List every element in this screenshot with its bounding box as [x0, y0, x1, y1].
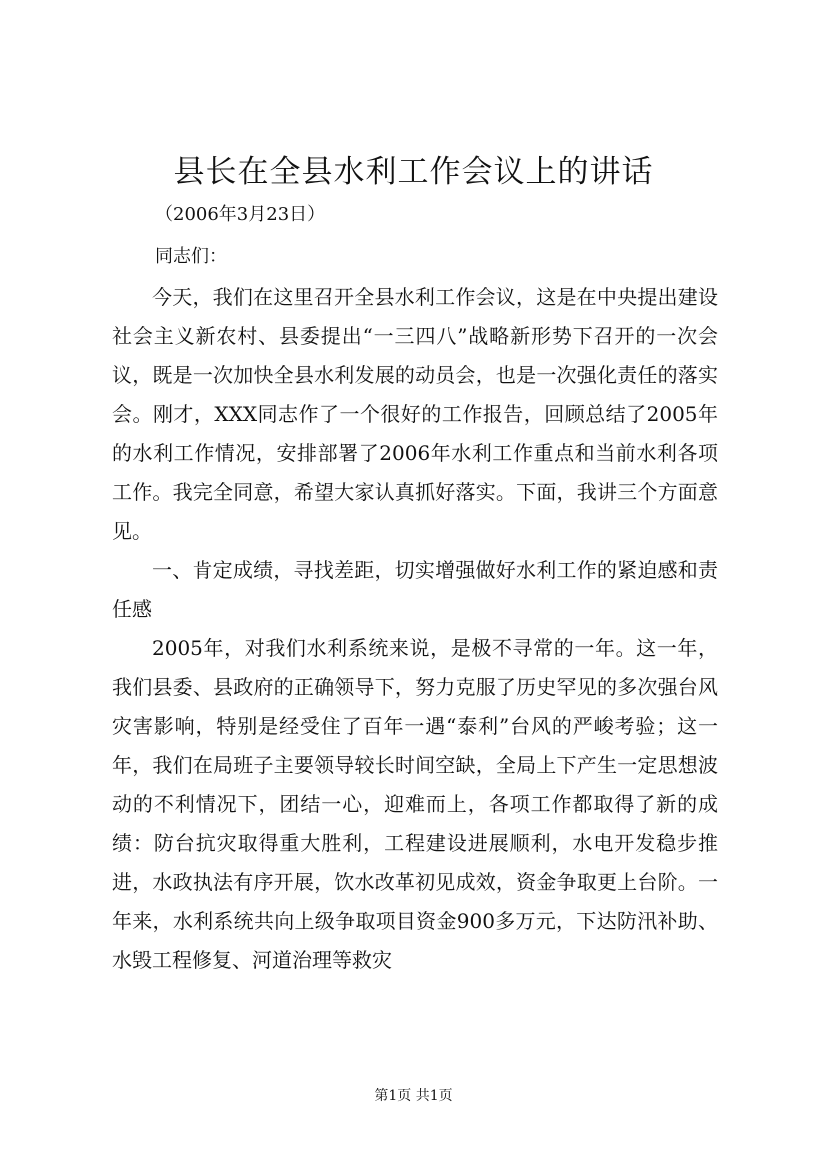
paragraph-opening: 今天，我们在这里召开全县水利工作会议，这是在中央提出建设社会主义新农村、县委提出“一三四八”战略新形势下召开的一次会议，既是一次加快全县水利发展的动员会，也是一次强化责任的落实会。刚才，XXX同志作了一个很好的工作报告，回顾总结了2005年的水利工作情况，安排部署了2006年水利工作重点和当前水利各项工作。我完全同意，希望大家认真抓好落实。下面，我讲三个方面意见。 [112, 285, 718, 543]
section-heading-1: 一、肯定成绩，寻找差距，切实增强做好水利工作的紧迫感和责任感 [112, 558, 718, 621]
speech-date: （2006年3月23日） [155, 204, 326, 225]
paragraph-2005-review: 2005年，对我们水利系统来说，是极不寻常的一年。这一年，我们县委、县政府的正确领导下，努力克服了历史罕见的多次强台风灾害影响，特别是经受住了百年一遇“泰利”台风的严峻考验；这一年，我们在局班子主要领导较长时间空缺，全局上下产生一定思想波动的不利情况下，团结一心，迎难而上，各项工作都取得了新的成绩：防台抗灾取得重大胜利，工程建设进展顺利，水电开发稳步推进，水政执法有序开展，饮水改革初见成效，资金争取更上台阶。一年来，水利系统共向上级争取项目资金900多万元，下达防汛补助、水毁工程修复、河道治理等救灾 [112, 636, 718, 972]
document-title: 县长在全县水利工作会议上的讲话 [173, 154, 654, 190]
greeting: 同志们： [155, 246, 227, 267]
speech-body [112, 278, 718, 980]
page-footer: 第1页 共1页 [374, 1088, 453, 1104]
